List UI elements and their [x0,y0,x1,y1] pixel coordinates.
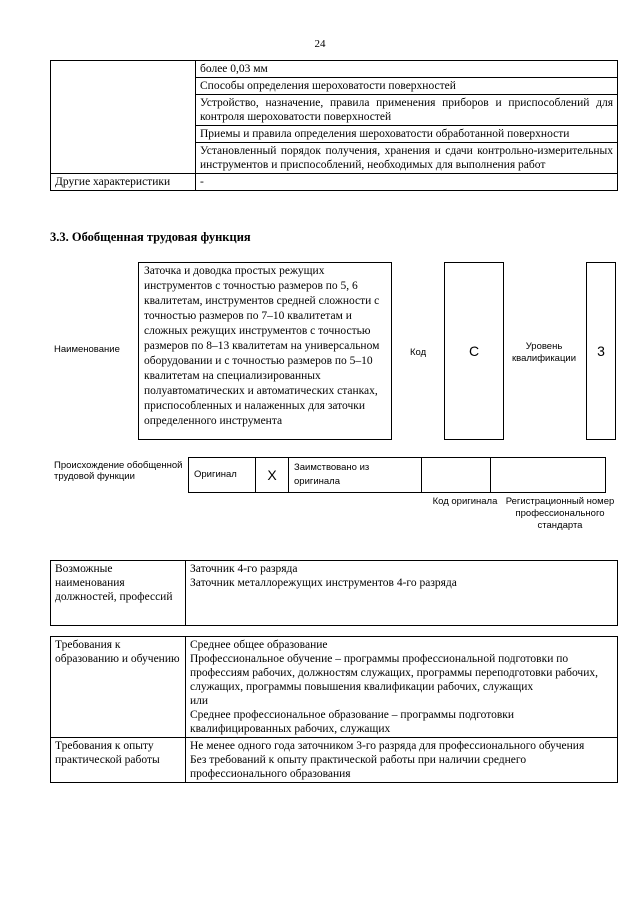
reg-number-cell [491,458,606,493]
code-original-label: Код оригинала [432,496,498,507]
origin-label: Происхождение обобщенной трудовой функции [54,460,183,482]
other-characteristics-label: Другие характеристики [51,174,196,191]
education-line: Среднее профессиональное образование – программы подготовки квалифицированных рабочих, служащих [190,709,515,735]
education-values [186,637,618,738]
name-label: Наименование [54,344,120,355]
function-name: Заточка и доводка простых режущих инструментов с точностью размеров по 5, 6 квалитетам, инструментов средней сложности с точностью размеров по 7–10 квалитетам и сложных режущих инструментов с точностью размеров по 8–13 квалитетам на универсальном оборудовании и с точностью размеров по 5–10 квалитетам на специализированных полуавтоматических и автоматических станках, приспособленных и налаженных для заточки определенного инструмента [138,262,392,440]
code-label: Код [410,347,427,358]
original-label: Оригинал [189,458,256,493]
knowledge-row: более 0,03 мм [196,61,618,78]
borrowed-label: Заимствовано из оригинала [289,458,422,493]
knowledge-table [50,60,618,191]
knowledge-row: Установленный порядок получения, хранения и сдачи контрольно-измерительных инструментов и приспособлений, необходимых для выполнения работ [196,143,618,174]
experience-line: Без требований к опыту практической работы при наличии среднего профессионального образования [190,754,527,780]
requirements-table [50,636,618,783]
other-characteristics-value: - [196,174,618,191]
registration-number-label: Регистрационный номер профессионального стандарта [505,496,615,531]
code-original-cell [422,458,491,493]
education-label: Требования к образованию и обучению [51,637,186,738]
page-number: 24 [314,38,326,50]
knowledge-row: Способы определения шероховатости поверхностей [196,78,618,95]
knowledge-row: Приемы и правила определения шероховатости обработанной поверхности [196,126,618,143]
origin-table [188,457,606,493]
education-line: Среднее общее образование [190,639,328,651]
knowledge-row: Устройство, назначение, правила применения приборов и приспособлений для контроля шероховатости поверхностей [196,95,618,126]
positions-table [50,560,618,626]
experience-line: Не менее одного года заточником 3-го разряда для профессионального обучения [190,740,585,752]
positions-values [186,561,618,626]
experience-values [186,738,618,783]
position-item: Заточник 4-го разряда [190,563,298,575]
qualification-level-value: 3 [586,262,616,440]
education-line: или [190,695,209,707]
empty-label-cell [51,61,196,174]
positions-label: Возможные наименования должностей, профессий [51,561,186,626]
original-mark: X [256,458,289,493]
position-item: Заточник металлорежущих инструментов 4-го разряда [190,577,457,589]
experience-label: Требования к опыту практической работы [51,738,186,783]
section-title: 3.3. Обобщенная трудовая функция [50,230,251,244]
code-value: C [444,262,504,440]
education-line: Профессиональное обучение – программы профессиональной подготовки по профессиям рабочих, должностям служащих, программы переподготовки рабочих, служащих, программы повышения квалификации рабочих, служащих [190,653,598,693]
qualification-level-label: Уровень квалификации [511,341,577,364]
